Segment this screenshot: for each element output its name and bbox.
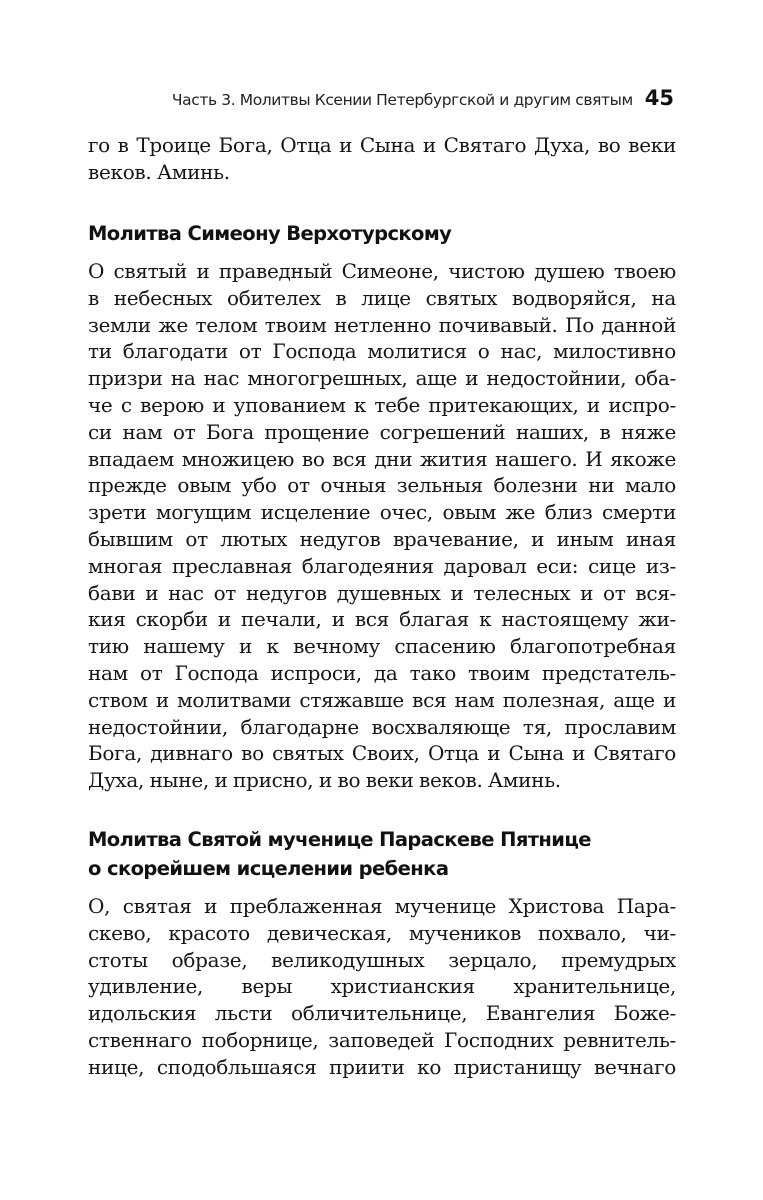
page-number: 45 [644, 86, 674, 110]
heading-line: о скорейшем исцелении ребенка [88, 857, 449, 880]
text-line: зрети могущим исцеление очес, овым же близ смерти [88, 500, 676, 525]
text-line: удивление, веры христианския хранительнице, [88, 974, 676, 999]
text-line: си нам от Бога прощение согрешений наших, в няже [88, 419, 676, 444]
continuation-paragraph [88, 132, 676, 186]
text-line: бывшим от лютых недугов врачевание, и иным иная [88, 526, 676, 551]
text-line: недостойнии, благодарне восхваляюще тя, прославим [88, 714, 676, 739]
text-line: многая преславная благодеяния даровал еси: сице из- [88, 553, 676, 578]
text-line: веков. Аминь. [88, 159, 230, 184]
text-line: кия скорби и печали, и вся благая к настоящему жи- [88, 607, 676, 632]
text-line: впадаем множицею во вся дни жития нашего. И якоже [88, 446, 676, 471]
text-line: прежде овым убо от очныя зельныя болезни ни мало [88, 473, 676, 498]
section-heading-simeon [88, 219, 676, 248]
prayer-paraskeva-paragraph [88, 893, 676, 1081]
text-line: Бога, дивнаго во святых Своих, Отца и Сына и Святаго [88, 741, 676, 766]
text-line: че с верою и упованием к тебе притекающих, и испро- [88, 392, 676, 417]
text-line: стоты образе, великодушных зерцало, премудрых [88, 947, 676, 972]
text-line: ти благодати от Господа молитися о нас, милостивно [88, 339, 676, 364]
running-title: Часть 3. Молитвы Ксении Петербургской и другим святым [171, 91, 633, 109]
text-line: нам от Господа испроси, да тако твоим предстатель- [88, 660, 676, 685]
text-line: в небесных обителех в лице святых водворяйся, на [88, 285, 676, 310]
text-line: ственнаго поборнице, заповедей Господних ревнитель- [88, 1027, 676, 1052]
text-line: скево, красото девическая, мучеников похвало, чи- [88, 920, 676, 945]
text-line: призри на нас многогрешных, аще и недостойнии, оба- [88, 366, 676, 391]
prayer-simeon-paragraph [88, 258, 676, 794]
text-line: земли же телом твоим нетленно почивавый. По данной [88, 312, 676, 337]
text-line: тию нашему и к вечному спасению благопотребная [88, 634, 676, 659]
text-line: нице, сподобльшаяся приити ко пристанищу вечнаго [88, 1054, 676, 1079]
text-line: Духа, ныне, и присно, и во веки веков. Аминь. [88, 768, 561, 793]
text-line: бави и нас от недугов душевных и телесных и от вся- [88, 580, 676, 605]
heading-line: Молитва Симеону Верхотурскому [88, 222, 452, 245]
text-line: О, святая и преблаженная мученице Христова Пара- [88, 894, 676, 918]
text-line: идольския льсти обличительнице, Евангелия Боже- [88, 1001, 676, 1026]
running-header [86, 86, 674, 110]
heading-line: Молитва Святой мученице Параскеве Пятнице [88, 828, 591, 851]
section-heading-paraskeva [88, 825, 676, 883]
text-line: го в Троице Бога, Отца и Сына и Святаго Духа, во веки [88, 133, 676, 157]
text-line: ством и молитвами стяжавше вся нам полезная, аще и [88, 687, 676, 712]
text-line: О святый и праведный Симеоне, чистою душею твоею [88, 259, 676, 283]
